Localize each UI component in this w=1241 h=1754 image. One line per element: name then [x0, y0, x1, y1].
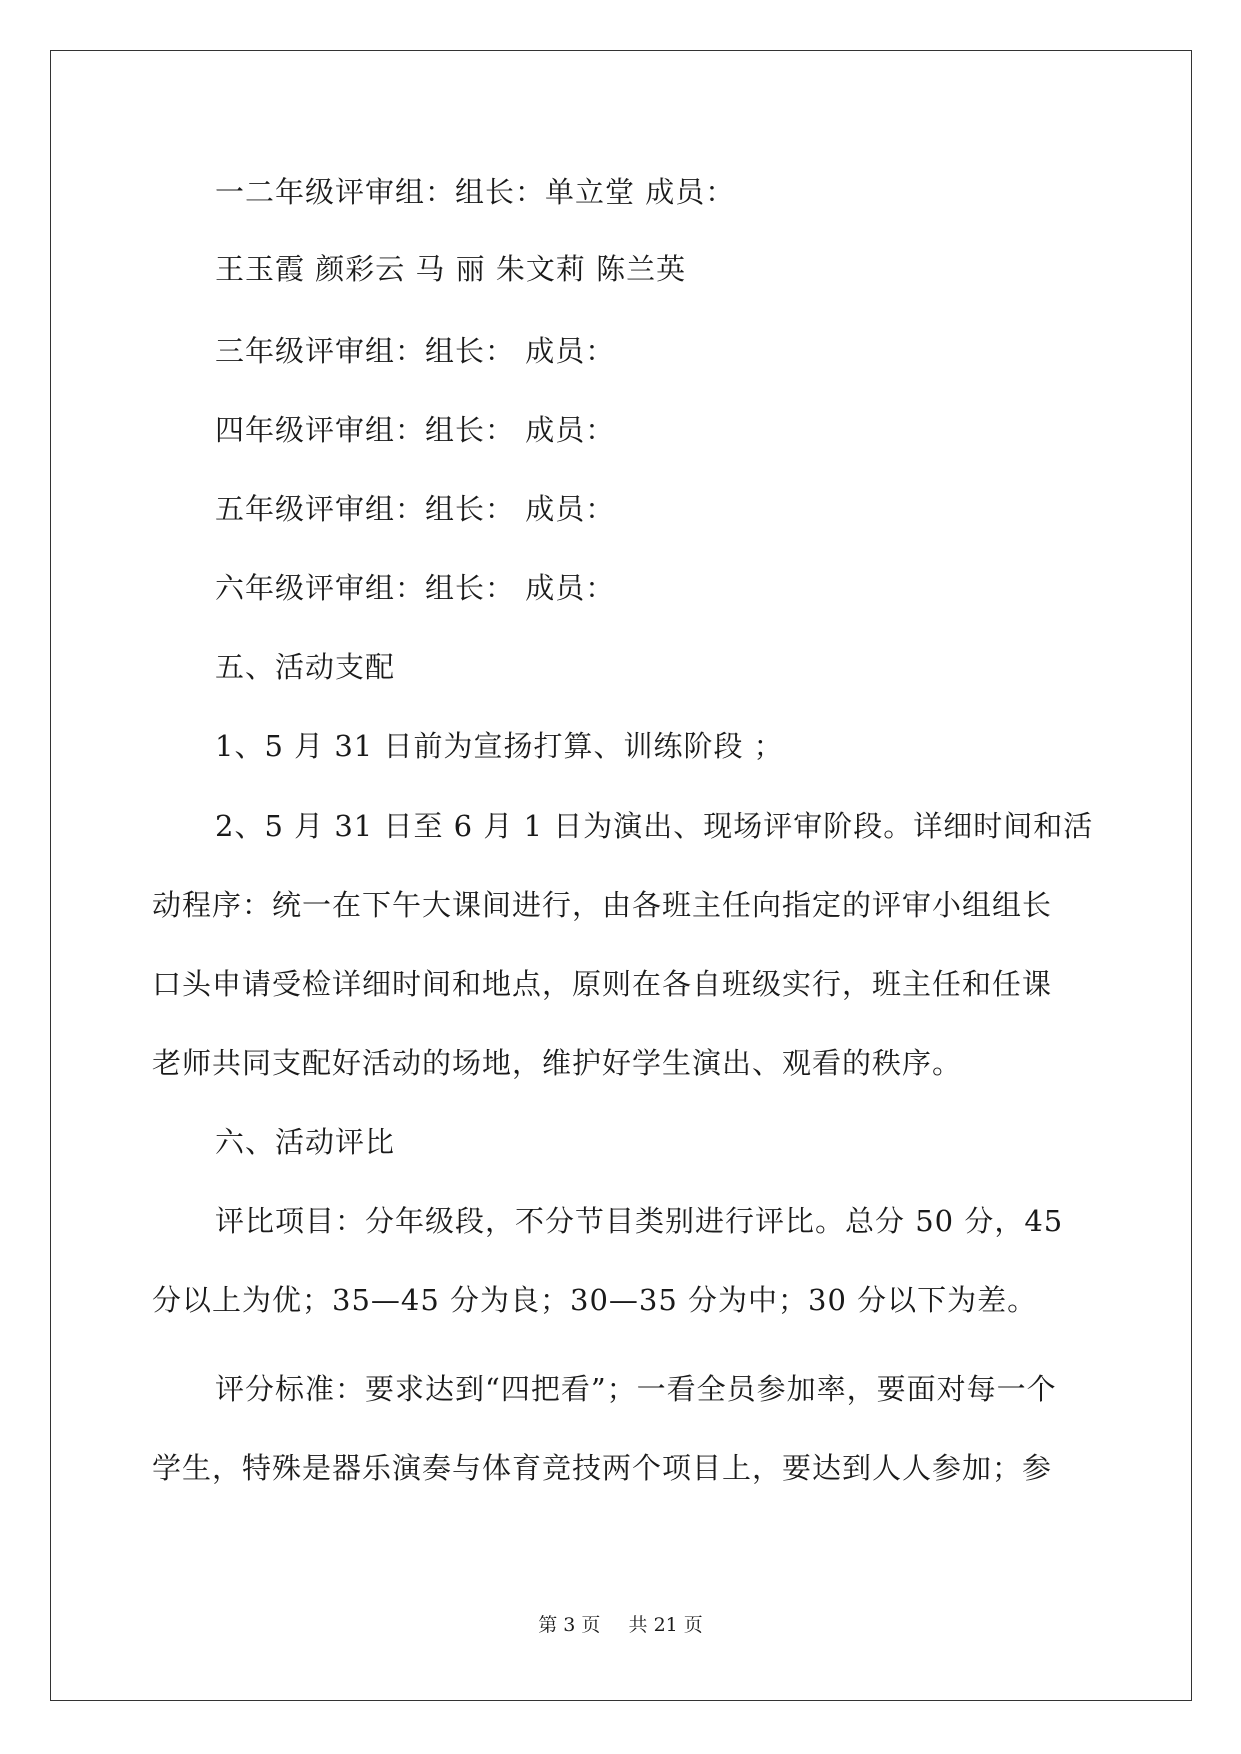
text-line: 动程序：统一在下午大课间进行，由各班主任向指定的评审小组组长: [152, 888, 1053, 922]
text-line: 三年级评审组：组长： 成员：: [215, 334, 616, 368]
page-number: 第 3 页: [538, 1614, 601, 1636]
page-footer: [0, 1613, 1241, 1637]
total-pages: 共 21 页: [628, 1614, 703, 1636]
section-heading: 六、活动评比: [215, 1125, 396, 1159]
text-line: 王玉霞 颜彩云 马 丽 朱文莉 陈兰英: [215, 252, 687, 286]
text-line: 评分标准：要求达到“四把看”；一看全员参加率，要面对每一个: [215, 1372, 1057, 1406]
text-line: 五年级评审组：组长： 成员：: [215, 492, 616, 526]
text-line: 1、5 月 31 日前为宣扬打算、训练阶段 ；: [215, 729, 784, 763]
section-heading: 五、活动支配: [215, 650, 396, 684]
text-line: 老师共同支配好活动的场地，维护好学生演出、观看的秩序。: [152, 1046, 963, 1080]
text-line: 口头申请受检详细时间和地点，原则在各自班级实行，班主任和任课: [152, 967, 1053, 1001]
text-line: 学生，特殊是器乐演奏与体育竞技两个项目上，要达到人人参加；参: [152, 1451, 1053, 1485]
text-line: 一二年级评审组：组长：单立堂 成员：: [215, 175, 736, 209]
text-line: 六年级评审组：组长： 成员：: [215, 571, 616, 605]
text-line: 2、5 月 31 日至 6 月 1 日为演出、现场评审阶段。详细时间和活: [215, 809, 1094, 843]
text-line: 评比项目：分年级段，不分节目类别进行评比。总分 50 分，45: [215, 1204, 1064, 1238]
text-line: 四年级评审组：组长： 成员：: [215, 413, 616, 447]
text-line: 分以上为优；35—45 分为良；30—35 分为中；30 分以下为差。: [152, 1283, 1038, 1317]
